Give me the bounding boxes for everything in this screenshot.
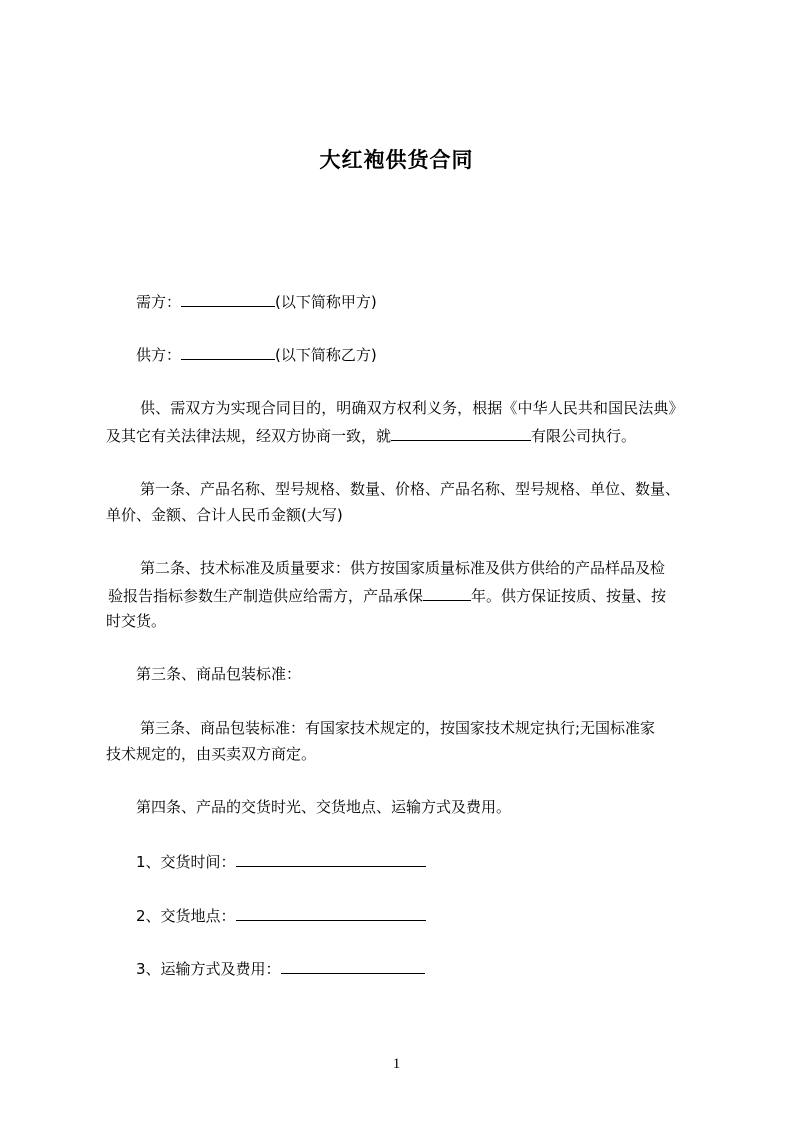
intro-line-2 [106,425,636,446]
page-number: 1 [392,1056,401,1072]
transport-blank[interactable] [281,958,425,974]
article-1-line-2: 单价、金额、合计人民币金额(大写) [106,506,343,524]
buyer-label: 需方： [136,293,182,311]
article-1-line-1: 第一条、产品名称、型号规格、数量、价格、产品名称、型号规格、单位、数量、 [140,480,681,498]
seller-line [136,344,377,365]
buyer-suffix: (以下简称甲方) [275,293,377,311]
article-2-line-3: 时交货。 [106,612,167,630]
intro-line-1: 供、需双方为实现合同目的，明确双方权利义务，根据《中华人民共和国民法典》 [140,399,684,417]
intro-company-blank[interactable] [391,425,531,441]
transport-label: 3、运输方式及费用： [136,960,281,978]
article-2-line-2-pre: 验报告指标参数生产制造供应给需方，产品承保 [108,587,424,605]
article-2-line-2 [108,585,666,606]
delivery-time-line [136,851,426,872]
delivery-place-line [136,905,426,926]
article-3-heading: 第三条、商品包装标准： [136,665,302,683]
article-2-line-2-post: 年。供方保证按质、按量、按 [471,587,667,605]
delivery-place-label: 2、交货地点： [136,907,236,925]
article-4-heading: 第四条、产品的交货时光、交货地点、运输方式及费用。 [136,798,512,816]
delivery-place-blank[interactable] [236,905,426,921]
seller-label: 供方： [136,346,182,364]
buyer-blank[interactable] [181,291,275,307]
seller-blank[interactable] [181,344,275,360]
delivery-time-blank[interactable] [236,851,426,867]
article-3-line-2: 技术规定的，由买卖双方商定。 [106,745,317,763]
article-3-line-1: 第三条、商品包装标准：有国家技术规定的，按国家技术规定执行;无国标准家 [140,719,656,737]
warranty-years-blank[interactable] [423,585,471,601]
contract-title: 大红袍供货合同 [319,148,474,172]
article-2-line-1: 第二条、技术标准及质量要求：供方按国家质量标准及供方供给的产品样品及检 [140,559,666,577]
seller-suffix: (以下简称乙方) [275,346,377,364]
buyer-line [136,291,377,312]
intro-line-2-post: 有限公司执行。 [531,427,637,445]
intro-line-2-pre: 及其它有关法律法规，经双方协商一致，就 [106,427,392,445]
transport-line [136,958,425,979]
delivery-time-label: 1、交货时间： [136,853,236,871]
